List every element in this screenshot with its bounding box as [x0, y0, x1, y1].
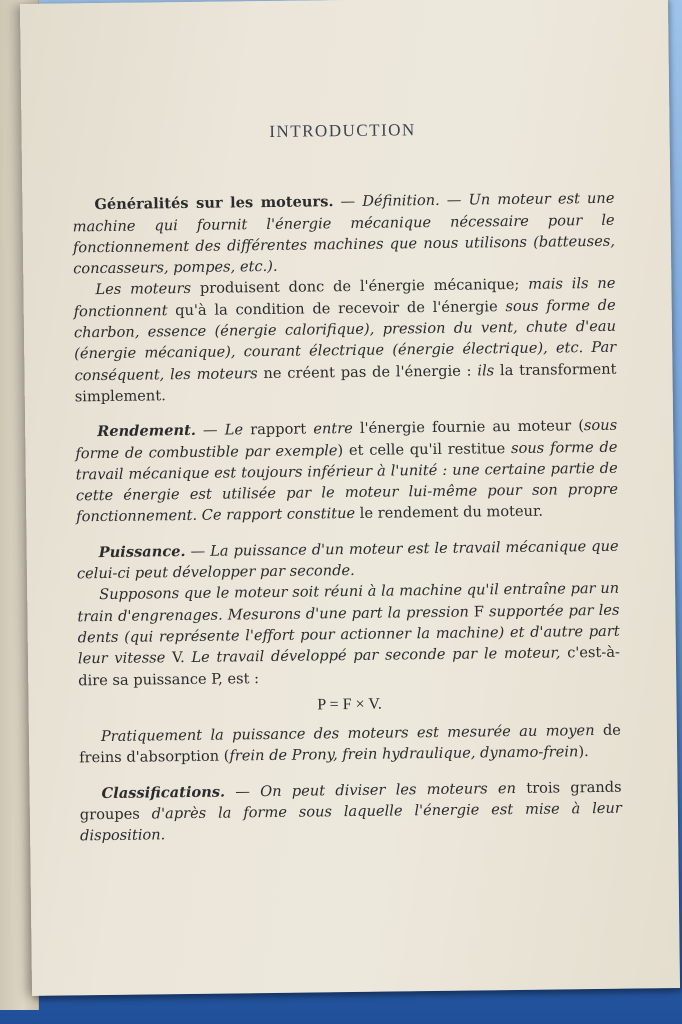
heading-classifications: Classifications.: [101, 783, 226, 802]
book-page: [20, 0, 680, 996]
heading-puissance: Puissance.: [98, 542, 186, 561]
paragraph-puissance: Puissance. — La puissance d'un moteur est le travail mécanique que celui-ci peut développer par seconde.: [76, 537, 619, 583]
paragraph-generalites: Généralités sur les moteurs. — Définition. — Un moteur est une machine qui fournit l'énergie mécanique nécessaire pour le fonctionnement des différentes machines que nous utilisons (batteuses, concasseurs, pompes, etc.).: [72, 190, 616, 278]
heading-rendement: Rendement.: [97, 422, 196, 441]
paragraph-supposons: Supposons que le moteur soit réuni à la machine qu'il entraîne par un train d'engrenages. Mesurons d'une part la pression F supportée par les dents (qui représente l'effort pour actionner la machine) et d'autre part leur vitesse V. Le travail développé par seconde par le moteur, c'est-à-dire sa puissance P, est :: [77, 580, 621, 689]
paragraph-moteurs: Les moteurs produisent donc de l'énergie mécanique; mais ils ne fonctionnent qu'à la condition de recevoir de l'énergie sous forme de charbon, essence (énergie calorifique), pression du vent, chute d'eau (énergie mécanique), courant électrique (énergie électrique), etc. Par conséquent, les moteurs ne créent pas de l'énergie : ils la transforment simplement.: [73, 275, 617, 406]
paragraph-classifications: Classifications. — On peut diviser les moteurs en trois grands groupes d'après la forme sous laquelle l'énergie est mise à leur disposition.: [79, 778, 622, 845]
heading-generalites: Généralités sur les moteurs.: [94, 193, 334, 214]
paragraph-rendement: Rendement. — Le rapport entre l'énergie fournie au moteur (sous forme de combustible par exemple) et celle qu'il restitue sous forme de travail mécanique est toujours inférieur à l'unité : une certaine partie de cette énergie est utilisée par le moteur lui-même pour son propre fonctionnement. Ce rapport constitue le rendement du moteur.: [75, 416, 619, 526]
paragraph-pratiquement: Pratiquement la puissance des moteurs est mesurée au moyen de freins d'absorption (frein de Prony, frein hydraulique, dynamo-frein).: [79, 721, 621, 767]
heading-definition: Définition.: [362, 192, 440, 211]
page-text: [71, 117, 622, 847]
formula: P = F × V.: [317, 695, 382, 714]
page-title: INTRODUCTION: [269, 120, 416, 141]
